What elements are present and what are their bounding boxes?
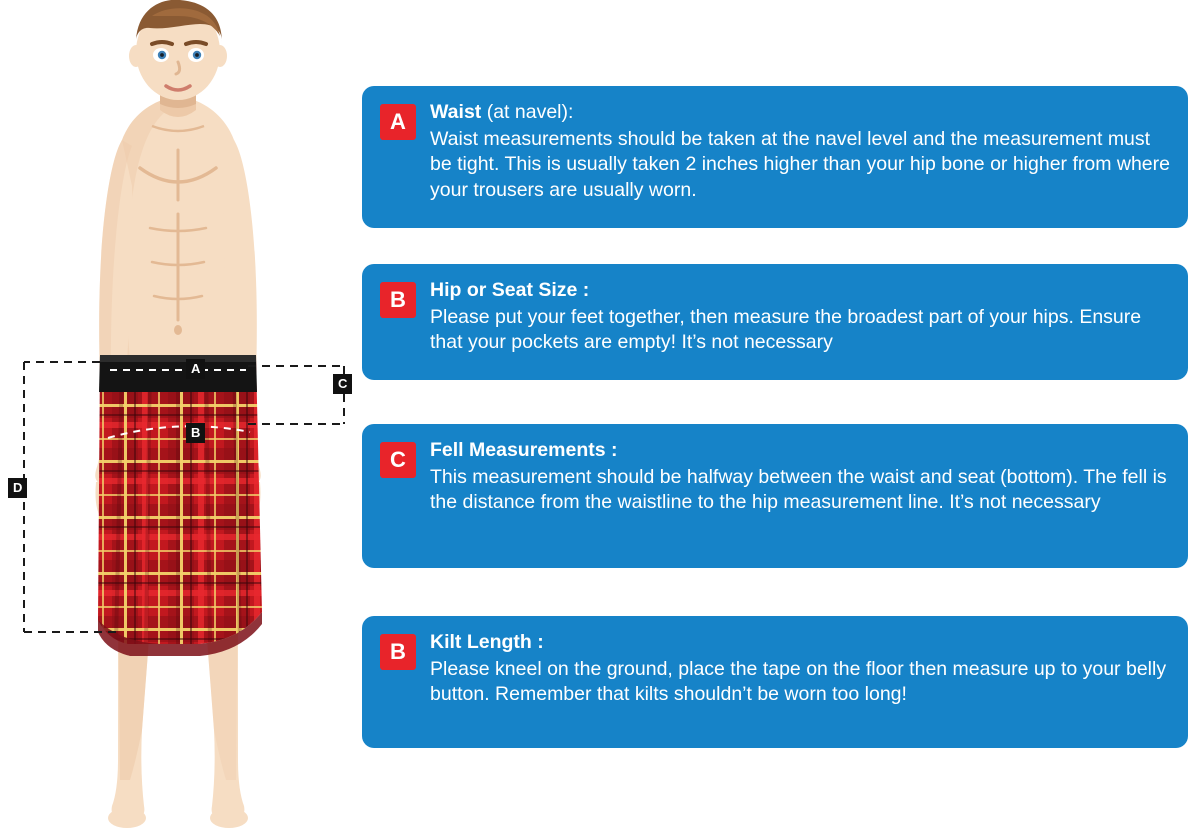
card-fell-title: Fell Measurements :	[430, 439, 618, 461]
card-hip-seat-body	[430, 278, 1170, 356]
man-in-kilt-illustration	[0, 0, 360, 832]
card-fell-description: This measurement should be halfway between the waist and seat (bottom). The fell is the distance from the waistline to the hip measurement line. It’s not necessary	[430, 465, 1167, 514]
card-hip-seat-badge: B	[380, 282, 416, 318]
marker-a: A	[186, 359, 205, 379]
card-kilt-length-title: Kilt Length :	[430, 631, 544, 653]
card-kilt-length	[362, 616, 1188, 748]
card-hip-seat	[362, 264, 1188, 380]
card-waist-badge: A	[380, 104, 416, 140]
card-waist-body	[430, 100, 1170, 204]
marker-c: C	[333, 374, 352, 394]
card-kilt-length-description: Please kneel on the ground, place the tape on the floor then measure up to your belly button. Remember that kilts shouldn’t be worn too long!	[430, 657, 1167, 706]
card-waist-description: Waist measurements should be taken at the navel level and the measurement must be tight. This is usually taken 2 inches higher than your hip bone or higher from where your trousers are usually worn.	[430, 127, 1170, 202]
card-fell	[362, 424, 1188, 568]
card-hip-seat-description: Please put your feet together, then measure the broadest part of your hips. Ensure that your pockets are empty! It’s not necessary	[430, 305, 1142, 354]
card-kilt-length-badge: B	[380, 634, 416, 670]
card-kilt-length-body	[430, 630, 1170, 708]
card-waist-title: Waist	[430, 101, 482, 123]
card-waist-title-suffix: (at navel):	[481, 101, 574, 123]
figure-illustration	[0, 0, 360, 832]
card-waist	[362, 86, 1188, 228]
marker-d: D	[8, 478, 27, 498]
card-hip-seat-title: Hip or Seat Size :	[430, 279, 590, 301]
measurement-instruction-list	[362, 0, 1200, 832]
marker-b: B	[186, 423, 205, 443]
card-fell-badge: C	[380, 442, 416, 478]
card-fell-body	[430, 438, 1170, 516]
